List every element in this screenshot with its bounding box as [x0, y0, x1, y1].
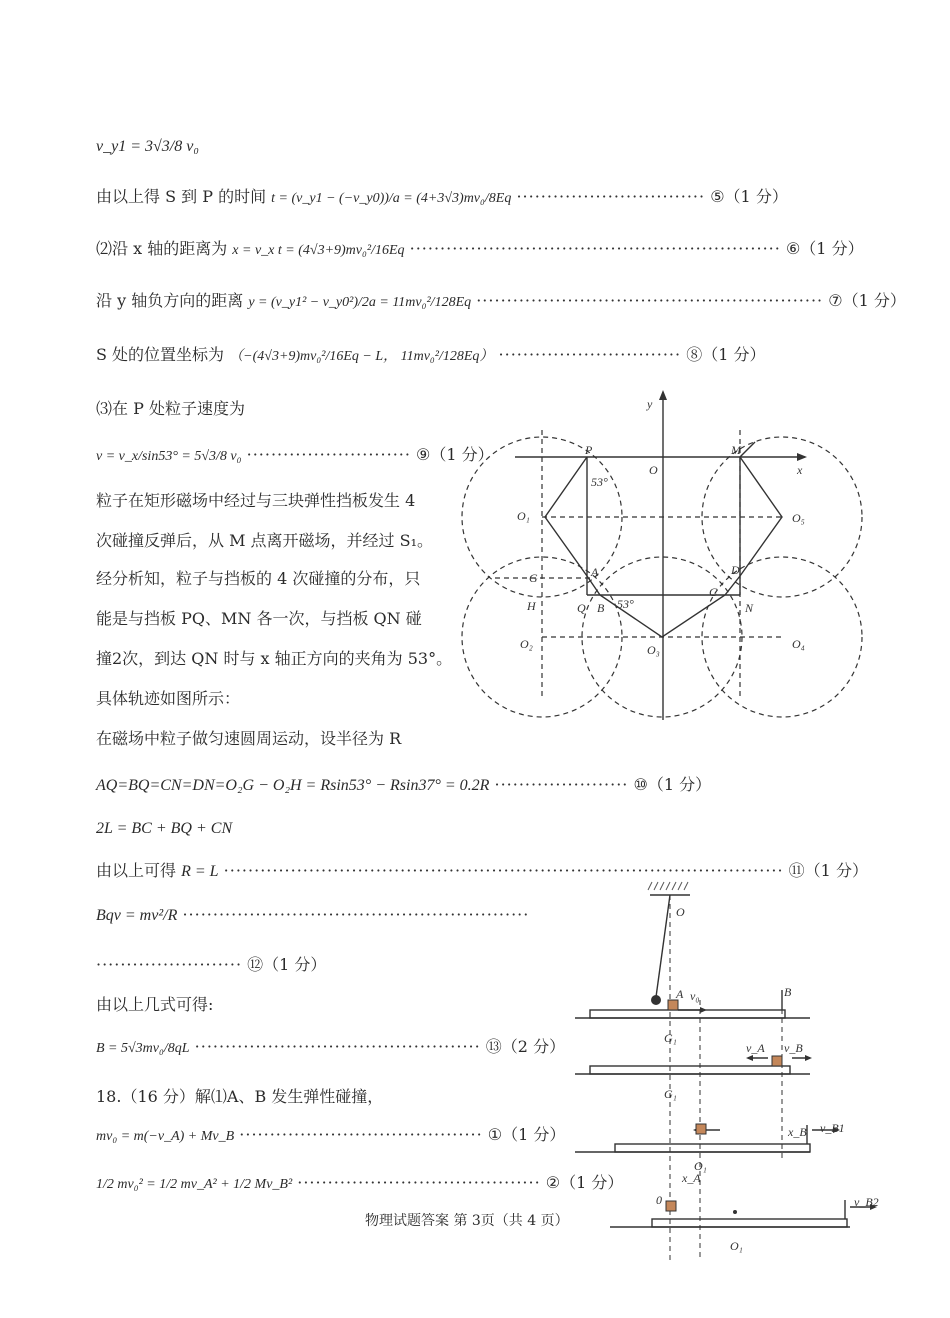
label-xa: x_A [682, 1171, 701, 1185]
x-distance-prefix: ⑵沿 x 轴的距离为 [96, 239, 228, 258]
label-g1-1: G₁ [664, 1031, 677, 1045]
paragraph-line-3: 经分析知，粒子与挡板的 4 次碰撞的分布，只 [96, 569, 421, 588]
label-vb1: v_B1 [820, 1121, 845, 1135]
position-prefix: S 处的位置坐标为 [96, 345, 225, 364]
label-b: B [597, 601, 605, 615]
score-5: ⑤（1 分） [710, 187, 788, 206]
y-distance-equation: y = (v_y1² − v_y0²)/2a = 11mv₀²/128Eq [248, 295, 472, 310]
label-o5: O₅ [792, 511, 805, 525]
paragraph-line-6: 具体轨迹如图所示： [96, 689, 241, 708]
lorentz-equation: Bqv = mv²/R [96, 907, 178, 924]
score-9: ⑨（1 分） [416, 445, 494, 464]
label-block-a-1: A [676, 987, 684, 1001]
velocity-intro: ⑶在 P 处粒子速度为 [96, 399, 245, 418]
radius-prefix: 由以上可得 [96, 861, 177, 880]
conclusion-intro: 由以上几式可得: [96, 995, 214, 1014]
label-n: N [745, 601, 754, 615]
label-o1-1: O₁ [694, 1159, 707, 1173]
radius-line: 由以上可得 R = L ···························································································· ⑪（1 分） [96, 861, 868, 880]
velocity-line: v = v_x/sin53° = 5√3/8 v₀ ··························· ⑨（1 分） [96, 445, 494, 464]
score-10: ⑩（1 分） [633, 775, 712, 794]
label-a: A [591, 565, 599, 579]
question-18-heading: 18.（16 分）解⑴A、B 发生弹性碰撞， [96, 1087, 384, 1106]
score-6: ⑥（1 分） [785, 239, 864, 258]
score-18-1: ①（1 分） [487, 1125, 566, 1144]
label-vb: v_B [784, 1041, 803, 1055]
label-o1: O₁ [517, 509, 530, 523]
label-va: v_A [746, 1041, 765, 1055]
label-o2: O₂ [520, 637, 533, 651]
label-g: G [529, 571, 538, 585]
score-18-2: ②（1 分） [545, 1173, 624, 1192]
label-y: y [647, 397, 653, 411]
collision-distance-equation: AQ=BQ=CN=DN=O₂G − O₂H = Rsin53° − Rsin37° = 0.2R [96, 777, 490, 794]
label-p: P [585, 443, 593, 457]
label-x: x [797, 463, 803, 477]
paragraph-line-7: 在磁场中粒子做匀速圆周运动，设半径为 R [96, 729, 402, 748]
label-o4: O₄ [792, 637, 805, 651]
label-o1-2: O₁ [730, 1239, 743, 1253]
label-block-b-1: B [784, 985, 792, 999]
label-g1-2: G₁ [664, 1087, 677, 1101]
label-angle-b: 53° [617, 597, 634, 611]
paragraph-line-2: 次碰撞反弹后，从 M 点离开磁场，并经过 S₁。 [96, 531, 434, 550]
collision-figure [570, 860, 890, 1260]
radius-equation: R = L [181, 863, 219, 880]
y-distance-prefix: 沿 y 轴负方向的距离 [96, 291, 244, 310]
trajectory-figure [455, 390, 875, 720]
paragraph-line-4: 能是与挡板 PQ、MN 各一次，与挡板 QN 碰 [96, 609, 422, 628]
paragraph-line-5: 撞2次，到达 QN 时与 x 轴正方向的夹角为 53°。 [96, 649, 453, 668]
paragraph-line-1: 粒子在矩形磁场中经过与三块弹性挡板发生 4 [96, 491, 416, 510]
score-7: ⑦（1 分） [828, 291, 906, 310]
score-13: ⑬（2 分） [485, 1037, 566, 1056]
lorentz-score-line: ························ ⑫（1 分） [96, 955, 327, 974]
label-vb2: v_B2 [854, 1195, 879, 1209]
collision-distance-line: AQ=BQ=CN=DN=O₂G − O₂H = Rsin53° − Rsin37° = 0.2R ······················ ⑩（1 分） [96, 775, 712, 794]
label-o3: O₃ [647, 643, 660, 657]
label-c: C [709, 585, 718, 599]
field-equation: B = 5√3mv₀/8qL [96, 1041, 190, 1056]
score-12: ⑫（1 分） [247, 955, 327, 974]
label-q: Q [577, 601, 586, 615]
label-xb: x_B [788, 1125, 807, 1139]
label-h: H [527, 599, 536, 613]
y-distance-line: 沿 y 轴负方向的距离 y = (v_y1² − v_y0²)/2a = 11mv₀²/128Eq ························································· ⑦（1 分） [96, 291, 906, 310]
label-zero: 0 [656, 1193, 662, 1207]
time-line: 由以上得 S 到 P 的时间 t = (v_y1 − (−v_y0))/a = (4+3√3)mv₀/8Eq ······························· ⑤（1 分） [96, 187, 788, 206]
label-d: D [731, 563, 740, 577]
label-origin: O [649, 463, 658, 477]
position-equation: （−(4√3+9)mv₀²/16Eq − L， 11mv₀²/128Eq） [229, 349, 494, 364]
momentum-line: mv₀ = m(−v_A) + Mv_B ········································ ①（1 分） [96, 1125, 566, 1144]
position-line: S 处的位置坐标为 （−(4√3+9)mv₀²/16Eq − L， 11mv₀²/128Eq） ······························ ⑧（1 分） [96, 345, 766, 364]
field-line: B = 5√3mv₀/8qL ··············································· ⑬（2 分） [96, 1037, 566, 1056]
length-equation: 2L = BC + BQ + CN [96, 820, 233, 837]
energy-equation: 1/2 mv₀² = 1/2 mv_A² + 1/2 Mv_B² [96, 1177, 293, 1192]
score-11: ⑪（1 分） [788, 861, 868, 880]
x-distance-equation: x = v_x t = (4√3+9)mv₀²/16Eq [232, 243, 405, 258]
time-prefix: 由以上得 S 到 P 的时间 [96, 187, 267, 206]
page-footer: 物理试题答案 第 3页（共 4 页） [365, 1213, 569, 1229]
energy-line: 1/2 mv₀² = 1/2 mv_A² + 1/2 Mv_B² ········································ ②（1 分） [96, 1173, 624, 1192]
label-m: M [731, 443, 741, 457]
velocity-equation: v = v_x/sin53° = 5√3/8 v₀ [96, 449, 242, 464]
label-pivot-o: O [676, 905, 685, 919]
label-v0: v₀ [690, 989, 700, 1003]
time-equation: t = (v_y1 − (−v_y0))/a = (4+3√3)mv₀/8Eq [271, 191, 512, 206]
score-8: ⑧（1 分） [686, 345, 766, 364]
x-distance-line: ⑵沿 x 轴的距离为 x = v_x t = (4√3+9)mv₀²/16Eq ····························································· ⑥（1 分） [96, 239, 864, 258]
lorentz-line: Bqv = mv²/R ························································· [96, 905, 530, 924]
vy1-equation: v_y1 = 3√3/8 v₀ [96, 138, 199, 155]
momentum-equation: mv₀ = m(−v_A) + Mv_B [96, 1129, 235, 1144]
label-angle-p: 53° [591, 475, 608, 489]
